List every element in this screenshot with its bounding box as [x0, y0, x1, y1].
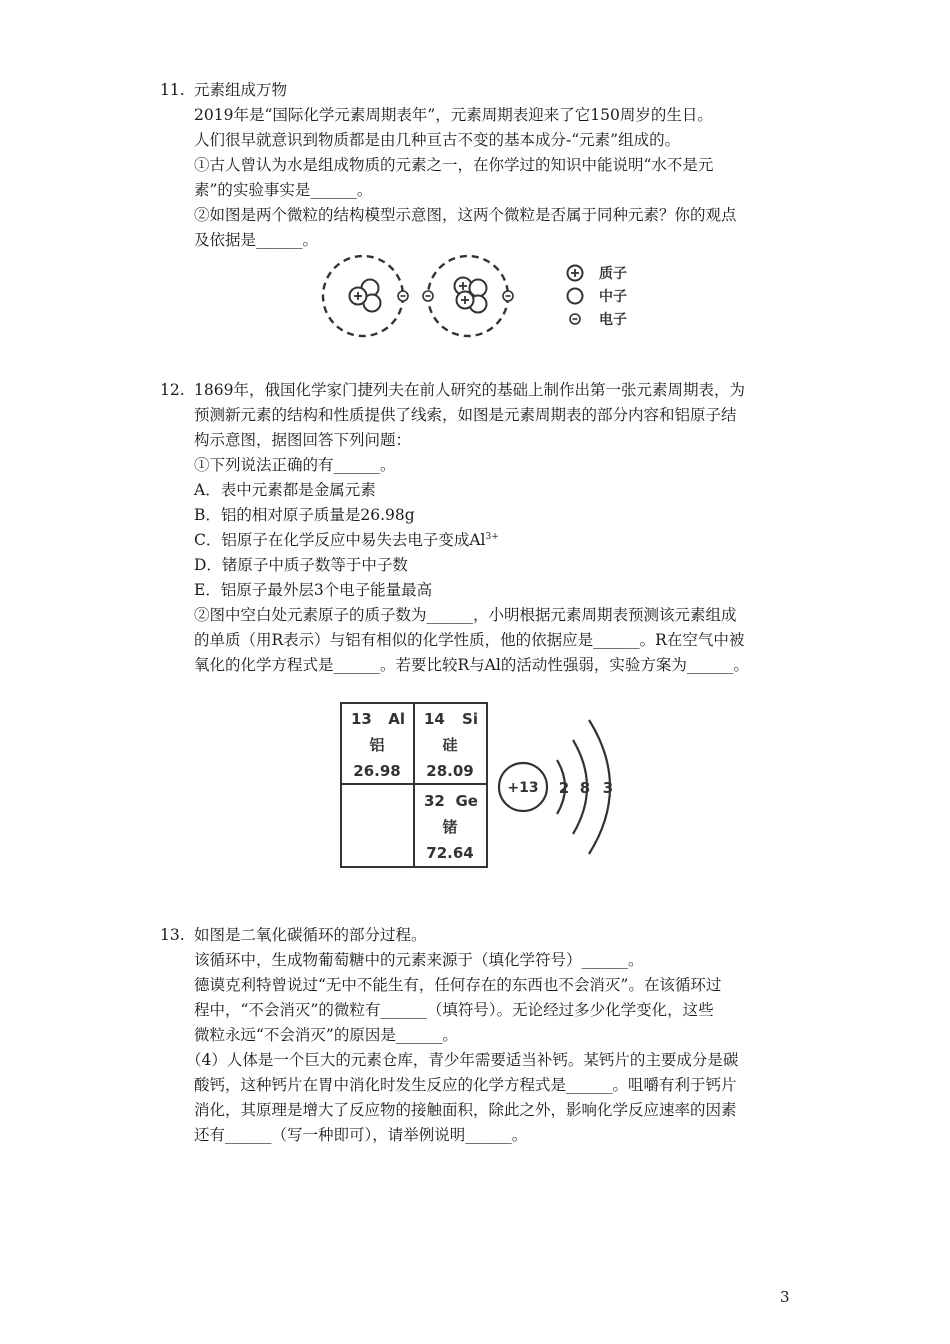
particle2-nucleus [455, 278, 487, 313]
q12-option-b: B．铝的相对原子质量是26.98g [194, 506, 415, 524]
particle1-nucleus [350, 280, 381, 312]
legend-electron-label: 电子 [599, 312, 627, 328]
q11-line-2: 人们很早就意识到物质都是由几种亘古不变的基本成分-“元素”组成的。 [194, 131, 681, 149]
si-number: 14 [424, 710, 445, 728]
legend-proton-symbol [568, 266, 583, 281]
q12-option-a: A．表中元素都是金属元素 [194, 481, 376, 499]
particle2-electron-left [423, 291, 433, 301]
al-number: 13 [351, 710, 372, 728]
q13-line-4: 程中，“不会消灭”的微粒有______（填符号）。无论经过多少化学变化，这些 [194, 1001, 714, 1019]
q12-option-c [194, 530, 499, 550]
q13-line-1: 如图是二氧化碳循环的部分过程。 [194, 926, 427, 944]
al-symbol: Al [388, 710, 405, 728]
al-shell-1-count: 2 [558, 779, 570, 797]
particle1-electron [398, 291, 408, 301]
q12-line-2: 预测新元素的结构和性质提供了线索，如图是元素周期表的部分内容和铝原子结 [194, 406, 737, 424]
q12-line-3: 构示意图，据图回答下列问题： [194, 431, 412, 449]
legend-electron-symbol [570, 314, 580, 324]
q12-option-d: D．锗原子中质子数等于中子数 [194, 556, 408, 574]
si-symbol: Si [462, 710, 478, 728]
q13-line-9: 还有______（写一种即可），请举例说明______。 [194, 1126, 528, 1144]
q13-line-5: 微粒永远“不会消灭”的原因是______。 [194, 1026, 458, 1044]
q12-number: 12. [160, 381, 185, 399]
si-mass: 28.09 [426, 762, 474, 780]
ge-name: 锗 [442, 818, 458, 836]
particle2-electron-right [503, 291, 513, 301]
q13-line-2: 该循环中，生成物葡萄糖中的元素来源于（填化学符号）______。 [194, 951, 644, 969]
si-name: 硅 [442, 736, 458, 754]
q11-line-6: 及依据是______。 [194, 231, 319, 249]
q12-option-c-text: C．铝原子在化学反应中易失去电子变成Al [194, 531, 486, 549]
legend-neutron-symbol [568, 289, 583, 304]
ge-symbol: Ge [455, 792, 478, 810]
page-number: 3 [780, 1288, 790, 1306]
q13-line-3: 德谟克利特曾说过“无中不能生有，任何存在的东西也不会消灭”。在该循环过 [194, 976, 722, 994]
q13-line-6: （4）人体是一个巨大的元素仓库，青少年需要适当补钙。某钙片的主要成分是碳 [186, 1051, 739, 1069]
q11-line-4: 素”的实验事实是______。 [194, 181, 373, 199]
q12-line-part2-3: 氧化的化学方程式是______。若要比较R与Al的活动性强弱，实验方案为______。 [194, 656, 749, 674]
al-nucleus-charge: +13 [507, 780, 539, 796]
ge-mass: 72.64 [426, 844, 474, 862]
q11-number: 11. [160, 81, 185, 99]
q12-line-4: ①下列说法正确的有______。 [194, 456, 396, 474]
q13-line-8: 消化，其原理是增大了反应物的接触面积，除此之外，影响化学反应速率的因素 [194, 1101, 737, 1119]
legend-proton-label: 质子 [599, 266, 627, 282]
q11-title: 元素组成万物 [194, 81, 288, 99]
q12-option-c-charge: 3+ [485, 531, 499, 542]
q12-line-1: 1869年，俄国化学家门捷列夫在前人研究的基础上制作出第一张元素周期表，为 [194, 381, 745, 399]
al-shell-2-count: 8 [579, 779, 591, 797]
legend-neutron-label: 中子 [599, 289, 627, 305]
al-shell-3-count: 3 [602, 779, 614, 797]
periodic-table-figure [335, 700, 625, 870]
q11-line-5: ②如图是两个微粒的结构模型示意图，这两个微粒是否属于同种元素？你的观点 [194, 206, 737, 224]
q13-line-7: 酸钙，这种钙片在胃中消化时发生反应的化学方程式是______。咀嚼有利于钙片 [194, 1076, 737, 1094]
al-mass: 26.98 [353, 762, 401, 780]
al-name: 铝 [369, 736, 385, 754]
q13-number: 13. [160, 926, 185, 944]
q11-line-1: 2019年是“国际化学元素周期表年”，元素周期表迎来了它150周岁的生日。 [194, 106, 713, 124]
particle-model-figure [315, 250, 645, 345]
q12-option-e: E．铝原子最外层3个电子能量最高 [194, 581, 433, 599]
q12-line-part2-2: 的单质（用R表示）与铝有相似的化学性质，他的依据应是______。R在空气中被 [194, 631, 745, 649]
q12-line-part2-1: ②图中空白处元素原子的质子数为______，小明根据元素周期表预测该元素组成 [194, 606, 737, 624]
q11-line-3: ①古人曾认为水是组成物质的元素之一，在你学过的知识中能说明“水不是元 [194, 156, 714, 174]
ge-number: 32 [424, 792, 445, 810]
